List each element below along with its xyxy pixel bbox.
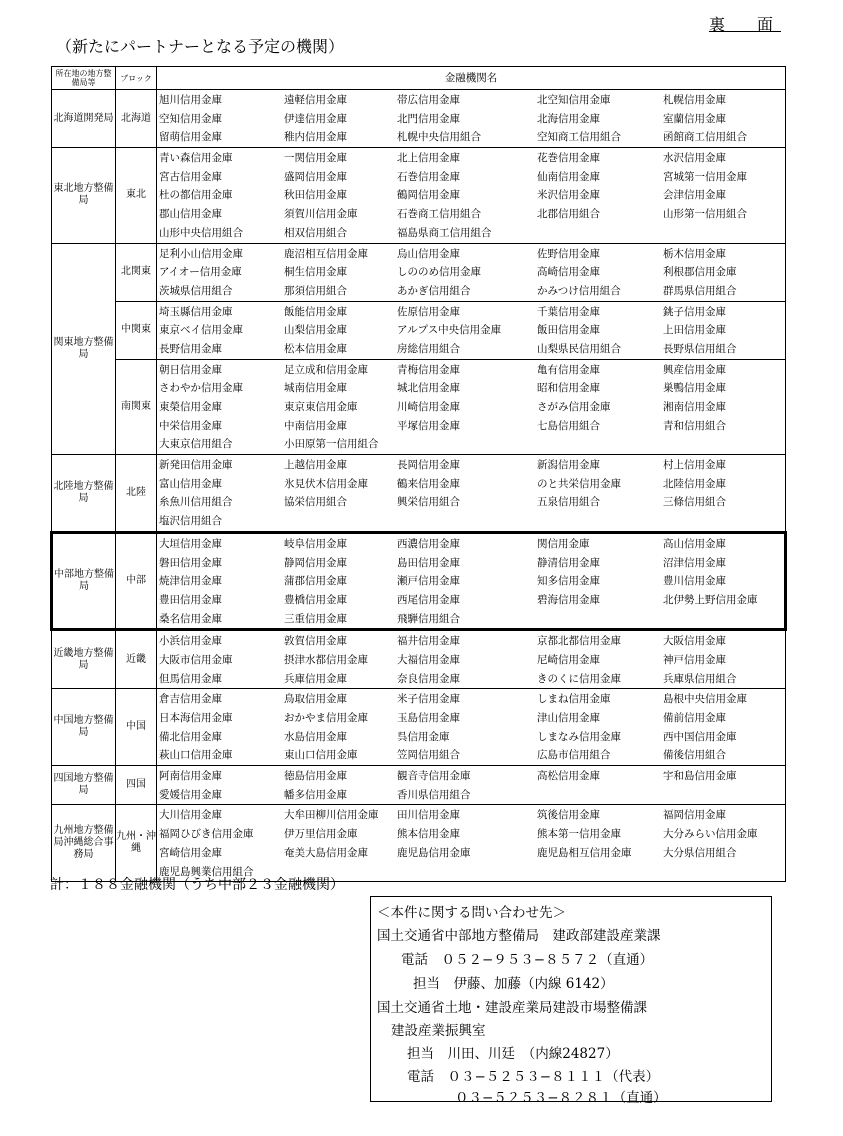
- institution-name: 焼津信用金庫: [159, 575, 222, 588]
- institution-table: [50, 66, 787, 882]
- office-cell: 中国地方整備局: [52, 689, 116, 766]
- institution-name: 仙南信用金庫: [537, 170, 600, 183]
- institution-name: 飛騨信用組合: [397, 612, 460, 625]
- institution-name: 帯広信用金庫: [397, 94, 460, 106]
- institution-name: 塩沢信用組合: [159, 515, 222, 528]
- institution-name: 熊本第一信用金庫: [537, 828, 621, 841]
- institution-name: 一関信用金庫: [284, 152, 347, 165]
- institution-name: 中栄信用金庫: [159, 419, 222, 432]
- institution-name: 大牟田柳川信用金庫: [284, 809, 379, 822]
- institution-name: 西中国信用金庫: [663, 730, 737, 743]
- institution-name: 鶴来信用金庫: [397, 477, 460, 490]
- institution-name: 北上信用金庫: [397, 152, 460, 165]
- table-row: [52, 766, 786, 805]
- institution-name: 備前信用金庫: [663, 712, 726, 724]
- header-office: 所在地の地方整備局等: [52, 67, 116, 90]
- institution-name: 倉吉信用金庫: [159, 693, 222, 706]
- office-cell: 東北地方整備局: [52, 148, 116, 243]
- institution-name: 幡多信用金庫: [284, 788, 347, 801]
- institution-name: 田川信用金庫: [397, 809, 460, 822]
- institution-name: 銚子信用金庫: [663, 305, 726, 318]
- institution-name: 那須信用組合: [284, 284, 347, 297]
- institution-name: 朝日信用金庫: [159, 363, 222, 376]
- institution-name: 北郡信用組合: [537, 208, 600, 221]
- institution-name: 知多信用金庫: [537, 575, 600, 588]
- institution-name: 空知信用金庫: [159, 112, 222, 125]
- institution-name: 北陸信用金庫: [663, 477, 726, 490]
- institution-name: 瀬戸信用金庫: [397, 575, 460, 588]
- institution-name: あかぎ信用組合: [397, 284, 471, 297]
- block-cell: 北海道: [116, 90, 157, 148]
- institution-name: 岐阜信用金庫: [284, 537, 347, 550]
- institution-name: 山形第一信用組合: [663, 208, 747, 221]
- institution-name: 愛媛信用金庫: [159, 788, 222, 801]
- names-cell: [157, 148, 786, 243]
- institution-name: 長野県信用組合: [663, 342, 737, 355]
- names-cell: [157, 243, 786, 301]
- institution-name: 伊万里信用金庫: [284, 828, 358, 841]
- institution-name: 青和信用組合: [663, 419, 726, 432]
- institution-name: 福島県商工信用組合: [397, 226, 492, 239]
- institution-name: 福岡信用金庫: [663, 809, 726, 822]
- block-cell: 中関東: [116, 301, 157, 359]
- institution-name: 室蘭信用金庫: [663, 112, 726, 125]
- institution-name: 京都北都信用金庫: [537, 635, 621, 648]
- institution-name: おかやま信用金庫: [284, 712, 368, 724]
- institution-name: 西尾信用金庫: [397, 593, 460, 606]
- institution-name: 鹿児島相互信用金庫: [537, 846, 632, 859]
- institution-name: 大東京信用組合: [159, 438, 233, 451]
- table-row: [52, 630, 786, 689]
- institution-name: 津山信用金庫: [537, 712, 600, 724]
- institution-name: 杜の都信用金庫: [159, 189, 233, 202]
- institution-name: 函館商工信用組合: [663, 131, 747, 144]
- institution-name: 高崎信用金庫: [537, 266, 600, 279]
- institution-name: 鶴岡信用金庫: [397, 189, 460, 202]
- institution-name: 城南信用金庫: [284, 382, 347, 395]
- institution-name: 但馬信用金庫: [159, 672, 222, 685]
- block-cell: 東北: [116, 148, 157, 243]
- names-cell: [157, 455, 786, 533]
- institution-name: 静清信用金庫: [537, 556, 600, 569]
- institution-name: 小田原第一信用組合: [284, 438, 379, 451]
- table-row: [52, 90, 786, 148]
- block-cell: 南関東: [116, 359, 157, 454]
- institution-name: 摂津水都信用金庫: [284, 653, 368, 666]
- contact-heading: ＜本件に関する問い合わせ先＞: [377, 905, 566, 921]
- institution-name: 七島信用組合: [537, 419, 600, 432]
- institution-name: 高松信用金庫: [537, 770, 600, 783]
- institution-name: 宮崎信用金庫: [159, 846, 222, 859]
- institution-name: さがみ信用金庫: [537, 401, 611, 413]
- institution-name: 盛岡信用金庫: [284, 170, 347, 183]
- institution-name: 石巻信用金庫: [397, 170, 460, 183]
- institution-name: 群馬県信用組合: [663, 284, 737, 297]
- institution-name: 蒲郡信用金庫: [284, 575, 347, 588]
- institution-name: 巣鴨信用金庫: [663, 382, 726, 395]
- institution-name: 埼玉縣信用金庫: [159, 305, 233, 318]
- institution-name: 阿南信用金庫: [159, 770, 222, 783]
- office-cell: 関東地方整備局: [52, 243, 116, 455]
- institution-name: 萩山口信用金庫: [159, 749, 233, 762]
- institution-name: 北伊勢上野信用金庫: [663, 593, 758, 606]
- institution-name: 筑後信用金庫: [537, 809, 600, 822]
- institution-name: 福井信用金庫: [397, 635, 460, 648]
- names-cell: [157, 301, 786, 359]
- office-cell: 北海道開発局: [52, 90, 116, 148]
- institution-name: 三條信用組合: [663, 496, 726, 509]
- institution-name: 山形中央信用組合: [159, 226, 243, 239]
- institution-name: 佐原信用金庫: [397, 305, 460, 318]
- institution-name: 香川県信用組合: [397, 788, 471, 801]
- institution-name: 栃木信用金庫: [663, 247, 726, 260]
- table-row: [52, 301, 786, 359]
- names-cell: [157, 689, 786, 766]
- institution-name: 熊本信用金庫: [397, 828, 460, 841]
- institution-name: 大垣信用金庫: [159, 537, 222, 550]
- institution-name: 大分県信用組合: [663, 846, 737, 859]
- office-cell: 四国地方整備局: [52, 766, 116, 805]
- institution-name: 糸魚川信用組合: [159, 496, 233, 509]
- institution-name: 上田信用金庫: [663, 324, 726, 337]
- institution-name: 玉島信用金庫: [397, 712, 460, 724]
- institution-name: 磐田信用金庫: [159, 556, 222, 569]
- institution-name: 関信用金庫: [537, 537, 590, 550]
- contact-org1-staff: 担当 伊藤、加藤（内線 6142）: [413, 976, 614, 992]
- contact-org1: 国土交通省中部地方整備局 建政部建設産業課: [377, 928, 661, 944]
- institution-name: 大福信用金庫: [397, 653, 460, 666]
- block-cell: 四国: [116, 766, 157, 805]
- block-cell: 北陸: [116, 455, 157, 533]
- institution-name: 大阪信用金庫: [663, 635, 726, 648]
- institution-name: 平塚信用金庫: [397, 419, 460, 432]
- contact-org2-phone1: 電話 ０３−５２５３−８１１１（代表）: [407, 1069, 660, 1085]
- institution-name: 北海信用金庫: [537, 112, 600, 125]
- institution-name: 桐生信用金庫: [284, 266, 347, 279]
- institution-name: 山梨県民信用組合: [537, 342, 621, 355]
- contact-org2: 国土交通省土地・建設産業局建設市場整備課: [377, 1000, 647, 1016]
- institution-name: 川崎信用金庫: [397, 401, 460, 413]
- table-row: [52, 532, 786, 629]
- institution-name: 鹿児島興業信用組合: [159, 865, 254, 878]
- institution-name: 札幌中央信用組合: [397, 131, 481, 144]
- institution-name: のと共栄信用金庫: [537, 477, 621, 490]
- institution-name: しまなみ信用金庫: [537, 730, 621, 743]
- institution-name: 亀有信用金庫: [537, 363, 600, 376]
- institution-name: 尼崎信用金庫: [537, 653, 600, 666]
- institution-name: 山梨信用金庫: [284, 324, 347, 337]
- table-row: [52, 805, 786, 882]
- institution-name: 富山信用金庫: [159, 477, 222, 490]
- institution-name: 新潟信用金庫: [537, 459, 600, 472]
- institution-name: 房総信用組合: [397, 342, 460, 355]
- institution-name: 稚内信用金庫: [284, 131, 347, 144]
- institution-name: 宇和島信用金庫: [663, 770, 737, 783]
- institution-name: 水島信用金庫: [284, 730, 347, 743]
- office-cell: 近畿地方整備局: [52, 630, 116, 689]
- institution-name: 相双信用組合: [284, 226, 347, 239]
- contact-org2-office: 建設産業振興室: [391, 1023, 486, 1039]
- institution-name: 飯能信用金庫: [284, 305, 347, 318]
- institution-name: 宮城第一信用金庫: [663, 170, 747, 183]
- institution-name: 利根郡信用金庫: [663, 266, 737, 279]
- institution-name: 備北信用金庫: [159, 730, 222, 743]
- institution-name: 豊橋信用金庫: [284, 593, 347, 606]
- institution-name: 呉信用金庫: [397, 730, 450, 743]
- institution-name: 昭和信用金庫: [537, 382, 600, 395]
- institution-name: 興栄信用組合: [397, 496, 460, 509]
- institution-name: 飯田信用金庫: [537, 324, 600, 337]
- header-institutions: 金融機関名: [157, 67, 786, 90]
- institution-name: 遠軽信用金庫: [284, 94, 347, 106]
- institution-name: 茨城県信用組合: [159, 284, 233, 297]
- institution-name: 北門信用金庫: [397, 112, 460, 125]
- institution-name: 広島市信用組合: [537, 749, 611, 762]
- institution-name: 小浜信用金庫: [159, 635, 222, 648]
- institution-name: 伊達信用金庫: [284, 112, 347, 125]
- institution-name: 碧海信用金庫: [537, 593, 600, 606]
- institution-name: 静岡信用金庫: [284, 556, 347, 569]
- table-row: [52, 148, 786, 243]
- institution-name: 須賀川信用金庫: [284, 208, 358, 221]
- institution-name: 宮古信用金庫: [159, 170, 222, 183]
- institution-name: 村上信用金庫: [663, 459, 726, 472]
- institution-name: 敦賀信用金庫: [284, 635, 347, 648]
- office-cell: 九州地方整備局沖縄総合事務局: [52, 805, 116, 882]
- institution-name: 上越信用金庫: [284, 459, 347, 472]
- contact-org2-staff: 担当 川田、川廷 （内線24827）: [407, 1046, 619, 1062]
- institution-name: さわやか信用金庫: [159, 382, 243, 395]
- page-side-label: 裏 面: [708, 15, 781, 34]
- subtitle: （新たにパートナーとなる予定の機関）: [56, 37, 345, 56]
- total-count: 計：１８８金融機関（うち中部２３金融機関）: [50, 877, 344, 893]
- institution-name: 豊川信用金庫: [663, 575, 726, 588]
- institution-name: しののめ信用金庫: [397, 266, 481, 279]
- table-row: [52, 689, 786, 766]
- institution-name: 東京東信用金庫: [284, 401, 358, 413]
- institution-name: 協栄信用組合: [284, 496, 347, 509]
- institution-name: 島根中央信用金庫: [663, 693, 747, 706]
- institution-name: 城北信用金庫: [397, 382, 460, 395]
- institution-name: 鳥取信用金庫: [284, 693, 347, 706]
- institution-name: 会津信用金庫: [663, 189, 726, 202]
- institution-name: アルプス中央信用金庫: [397, 324, 502, 337]
- institution-name: 東山口信用金庫: [284, 749, 358, 762]
- institution-name: 兵庫信用金庫: [284, 672, 347, 685]
- names-cell: [157, 90, 786, 148]
- institution-name: 鹿児島信用金庫: [397, 846, 471, 859]
- institution-name: 観音寺信用金庫: [397, 770, 471, 783]
- contact-org2-phone2: ０３−５２５３−８２８１（直通）: [455, 1090, 667, 1106]
- institution-name: 空知商工信用組合: [537, 131, 621, 144]
- block-cell: 北関東: [116, 243, 157, 301]
- institution-name: 桑名信用金庫: [159, 612, 222, 625]
- institution-name: 高山信用金庫: [663, 537, 726, 550]
- names-cell: [157, 630, 786, 689]
- institution-name: 花巻信用金庫: [537, 152, 600, 165]
- institution-name: 島田信用金庫: [397, 556, 460, 569]
- institution-name: 烏山信用金庫: [397, 247, 460, 260]
- table-row: [52, 243, 786, 301]
- institution-name: 札幌信用金庫: [663, 94, 726, 106]
- table-row: [52, 359, 786, 454]
- institution-name: しまね信用金庫: [537, 693, 611, 706]
- institution-name: 松本信用金庫: [284, 342, 347, 355]
- names-cell: [157, 359, 786, 454]
- institution-name: 郡山信用金庫: [159, 208, 222, 221]
- block-cell: 中部: [116, 532, 157, 629]
- institution-name: 西濃信用金庫: [397, 537, 460, 550]
- header-block: ブロック: [116, 67, 157, 90]
- institution-name: 秋田信用金庫: [284, 189, 347, 202]
- office-cell: 北陸地方整備局: [52, 455, 116, 533]
- institution-name: 徳島信用金庫: [284, 770, 347, 783]
- institution-name: 三重信用金庫: [284, 612, 347, 625]
- institution-name: 五泉信用組合: [537, 496, 600, 509]
- names-cell: [157, 532, 786, 629]
- institution-name: 長岡信用金庫: [397, 459, 460, 472]
- institution-name: 福岡ひびき信用金庫: [159, 828, 254, 841]
- institution-name: 旭川信用金庫: [159, 94, 222, 106]
- institution-name: 中南信用金庫: [284, 419, 347, 432]
- table-header-row: [52, 67, 786, 90]
- institution-name: 氷見伏木信用金庫: [284, 477, 368, 490]
- institution-name: 米沢信用金庫: [537, 189, 600, 202]
- institution-name: 豊田信用金庫: [159, 593, 222, 606]
- institution-name: 備後信用組合: [663, 749, 726, 762]
- institution-name: 佐野信用金庫: [537, 247, 600, 260]
- institution-name: 青梅信用金庫: [397, 363, 460, 376]
- institution-name: 北空知信用金庫: [537, 94, 611, 106]
- office-cell: 中部地方整備局: [52, 532, 116, 629]
- table-row: [52, 455, 786, 533]
- block-cell: 中国: [116, 689, 157, 766]
- institution-name: 湘南信用金庫: [663, 401, 726, 413]
- institution-name: 笠岡信用組合: [397, 749, 460, 762]
- institution-name: 水沢信用金庫: [663, 152, 726, 165]
- contact-org1-phone: 電話 ０５２−９５３−８５７２（直通）: [401, 952, 654, 968]
- institution-name: 鹿沼相互信用金庫: [284, 247, 368, 260]
- institution-name: 大分みらい信用金庫: [663, 828, 758, 841]
- institution-name: 神戸信用金庫: [663, 653, 726, 666]
- institution-name: 留萌信用金庫: [159, 131, 222, 144]
- institution-name: 大川信用金庫: [159, 809, 222, 822]
- institution-name: 沼津信用金庫: [663, 556, 726, 569]
- block-cell: 九州・沖縄: [116, 805, 157, 882]
- block-cell: 近畿: [116, 630, 157, 689]
- institution-name: 兵庫県信用組合: [663, 672, 737, 685]
- institution-name: 長野信用金庫: [159, 342, 222, 355]
- institution-name: 東榮信用金庫: [159, 401, 222, 413]
- institution-name: 足利小山信用金庫: [159, 247, 243, 260]
- institution-name: かみつけ信用組合: [537, 284, 621, 297]
- institution-name: 東京ベイ信用金庫: [159, 324, 243, 337]
- institution-name: 奈良信用金庫: [397, 672, 460, 685]
- names-cell: [157, 766, 786, 805]
- institution-name: 興産信用金庫: [663, 363, 726, 376]
- institution-name: 千葉信用金庫: [537, 305, 600, 318]
- institution-name: アイオー信用金庫: [159, 266, 242, 279]
- institution-name: 米子信用金庫: [397, 693, 460, 706]
- institution-name: 青い森信用金庫: [159, 152, 233, 165]
- institution-name: 日本海信用金庫: [159, 712, 233, 724]
- institution-name: 奄美大島信用金庫: [284, 846, 368, 859]
- contact-box: [370, 896, 772, 1106]
- institution-name: きのくに信用金庫: [537, 672, 621, 685]
- institution-name: 足立成和信用金庫: [284, 363, 368, 376]
- names-cell: [157, 805, 786, 882]
- institution-name: 新発田信用金庫: [159, 459, 233, 472]
- institution-name: 石巻商工信用組合: [397, 208, 481, 221]
- institution-name: 大阪市信用金庫: [159, 653, 233, 666]
